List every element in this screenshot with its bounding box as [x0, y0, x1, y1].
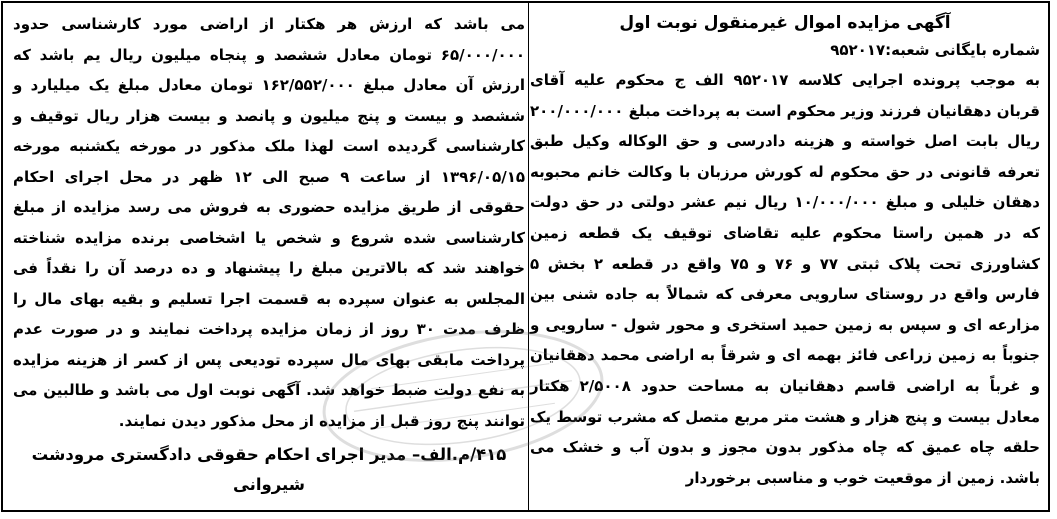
left-column-text: می باشد که ارزش هر هکتار از اراضی مورد کارشناسی حدود ۶۵/۰۰۰/۰۰۰ تومان معادل ششصد و پنجاه میلیون ریال یم باشد که ارزش آن معادل مبلغ ۱۶۲/۵۵۲/۰۰۰ تومان معادل مبلغ یک میلیارد و ششصد و بیست و پنج میلیون و پانصد و بیست هزار ریال توقیف و کارشناسی گردیده است لهذا ملک مذکور در مورخه یکشنبه مورخه ۱۳۹۶/۰۵/۱۵ از ساعت ۹ صبح الی ۱۲ ظهر در محل اجرای احکام حقوقی از طریق مزایده حضوری به فروش می رسد مزایده از مبلغ کارشناسی شده شروع و شخص یا اشخاصی برنده مزایده شناخته خواهند شد که بالاترین مبلغ را پیشنهاد و ده درصد آن را نقداً فی المجلس به عنوان سپرده به قسمت اجرا تسلیم و بقیه بهای مال را ظرف مدت ۳۰ روز از زمان مزایده پرداخت نمایند و در صورت عدم پرداخت مابقی بهای مال سپرده تودیعی پس از کسر از هزینه مزایده به نفع دولت ضبط خواهد شد. آگهی نوبت اول می باشد و طالبین می توانند پنج روز قبل از مزایده از محل مذکور دیدن نمایند. — [13, 15, 526, 430]
right-column — [530, 9, 1040, 504]
left-column — [13, 9, 525, 504]
archive-number: شماره بایگانی شعبه:۹۵۲۰۱۷ — [830, 41, 1040, 59]
signature: ۴۱۵/م.الف– مدیر اجرای احکام حقوقی دادگستری مرودشت شیروانی — [31, 445, 507, 494]
column-divider — [528, 3, 529, 510]
notice-title: آگهی مزایده اموال غیرمنقول نوبت اول — [619, 13, 951, 33]
right-column-text: به موجب پرونده اجرایی کلاسه ۹۵۲۰۱۷ الف ج محکوم علیه آقای قربان دهقانیان فرزند وزیر محکوم است به پرداخت مبلغ ۲۰۰/۰۰۰/۰۰۰ ریال بابت اصل خواسته و هزینه دادرسی و حق الوکاله وکیل طبق تعرفه قانونی در حق محکوم له کورش مرزبان با وکالت خانم محبوبه دهقان خلیلی و مبلغ ۱۰/۰۰۰/۰۰۰ ریال نیم عشر دولتی در حق دولت که در همین راستا محکوم علیه تقاضای توقیف یک قطعه زمین کشاورزی تحت پلاک ثبتی ۷۷ و ۷۶ و ۷۵ واقع در قطعه ۲ بخش ۵ فارس واقع در روستای سارویی معرفی که شمالاً به جاده شنی بین مزارعه ای و سپس به زمین حمید استخری و محور شول - سارویی و جنوباً به زمین زراعی فائز بهمه ای و شرقاً به اراضی محمد دهقانیان و غرباً به اراضی قاسم دهقانیان به مساحت حدود ۲/۵۰۰۸ هکتار معادل بیست و پنج هزار و هشت متر مربع متصل که مشرب توسط یک حلقه چاه عمیق که چاه مذکور بدون مجوز و بدون آب و خشک می باشد. زمین از موقعیت خوب و مناسبی برخوردار — [530, 71, 1040, 487]
notice-frame — [1, 1, 1050, 512]
